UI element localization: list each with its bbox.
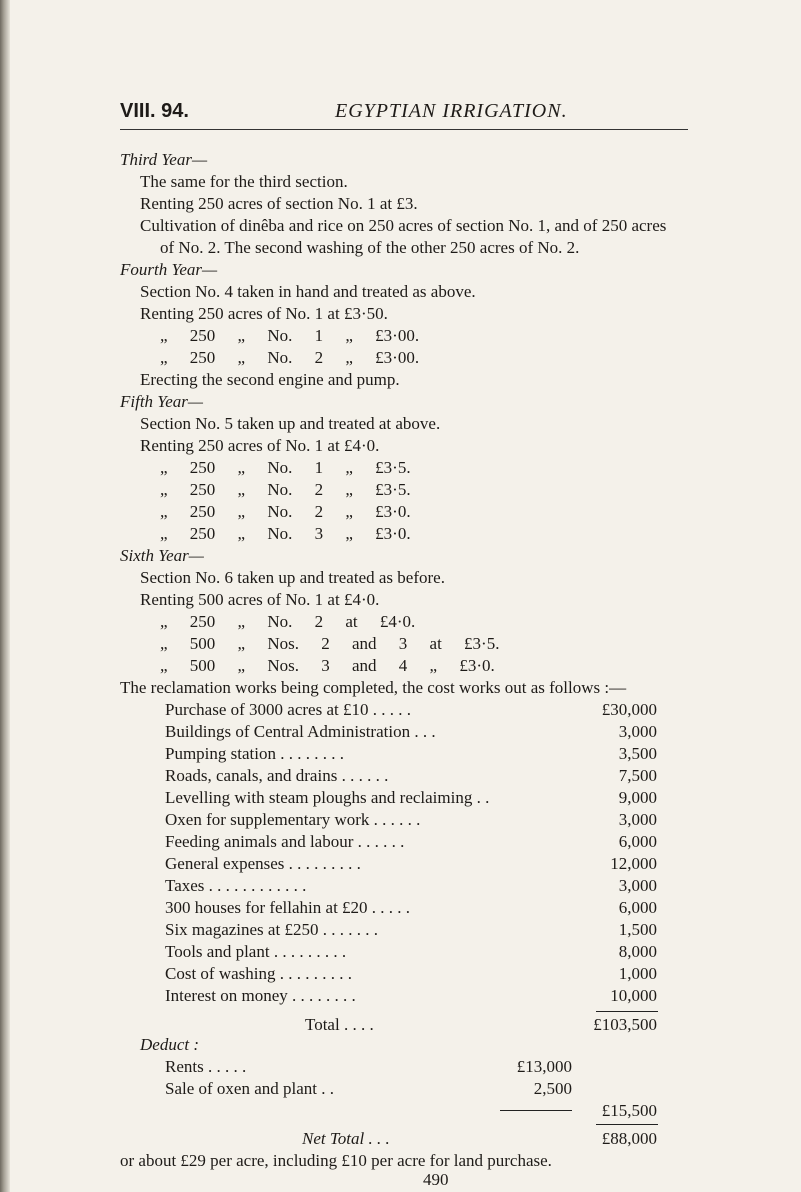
cost-amount: 3,000 — [618, 810, 657, 829]
cost-row — [165, 744, 657, 764]
cost-amount: 1,000 — [618, 964, 657, 983]
sixth-year-line: „ 500 „ Nos. 2 and 3 at £3·5. — [160, 634, 500, 653]
fifth-year-line: „ 250 „ No. 2 „ £3·0. — [160, 502, 411, 521]
cost-row — [165, 876, 657, 896]
fifth-year-line: Renting 250 acres of No. 1 at £4·0. — [140, 436, 380, 455]
cost-label: Taxes . . . . . . . . . . . . — [165, 876, 307, 895]
running-header — [120, 100, 690, 130]
fifth-year-line: „ 250 „ No. 2 „ £3·5. — [160, 480, 411, 499]
deduction-amount: 2,500 — [533, 1079, 572, 1098]
cost-amount: 12,000 — [610, 854, 657, 873]
fifth-year-heading: Fifth Year— — [120, 392, 203, 411]
fifth-year-line: „ 250 „ No. 1 „ £3·5. — [160, 458, 411, 477]
deduction-rule — [500, 1110, 572, 1111]
cost-amount: 7,500 — [618, 766, 657, 785]
cost-label: Tools and plant . . . . . . . . . — [165, 942, 347, 961]
cost-row — [165, 810, 657, 830]
cost-row — [165, 854, 657, 874]
cost-amount: 6,000 — [618, 832, 657, 851]
sixth-year-line: „ 250 „ No. 2 at £4·0. — [160, 612, 416, 631]
total-label: Total . . . . — [305, 1015, 374, 1034]
fifth-year-line: Section No. 5 taken up and treated at above. — [140, 414, 441, 433]
cost-amount: 3,500 — [618, 744, 657, 763]
cost-row — [165, 898, 657, 918]
net-total-amount: £88,000 — [601, 1129, 657, 1148]
fourth-year-line: Erecting the second engine and pump. — [140, 370, 400, 389]
third-year-line: Cultivation of dinêba and rice on 250 acres of section No. 1, and of 250 acres — [140, 216, 667, 235]
cost-label: 300 houses for fellahin at £20 . . . . . — [165, 898, 411, 917]
fourth-year-line: Section No. 4 taken in hand and treated as above. — [140, 282, 476, 301]
sixth-year-line: Section No. 6 taken up and treated as before. — [140, 568, 445, 587]
third-year-line: of No. 2. The second washing of the other 250 acres of No. 2. — [160, 238, 580, 257]
third-year-line: Renting 250 acres of section No. 1 at £3. — [140, 194, 418, 213]
running-title: EGYPTIAN IRRIGATION. — [335, 100, 568, 122]
net-total-label: Net Total . . . — [302, 1129, 390, 1148]
deduction-label: Rents . . . . . — [165, 1057, 247, 1076]
cost-amount: 9,000 — [618, 788, 657, 807]
fifth-year-line: „ 250 „ No. 3 „ £3·0. — [160, 524, 411, 543]
cost-label: Feeding animals and labour . . . . . . — [165, 832, 405, 851]
sixth-year-heading: Sixth Year— — [120, 546, 204, 565]
deduction-amount: £13,000 — [516, 1057, 572, 1076]
cost-amount: 3,000 — [618, 722, 657, 741]
cost-row — [165, 986, 657, 1006]
cost-row — [165, 722, 657, 742]
cost-row — [165, 832, 657, 852]
cost-label: Buildings of Central Administration . . . — [165, 722, 436, 741]
cost-intro: The reclamation works being completed, the cost works out as follows :— — [120, 678, 627, 697]
closing-line: or about £29 per acre, including £10 per acre for land purchase. — [120, 1151, 552, 1170]
cost-row — [165, 942, 657, 962]
page-number: 490 — [423, 1170, 449, 1189]
cost-amount: 8,000 — [618, 942, 657, 961]
cost-amount: 6,000 — [618, 898, 657, 917]
fourth-year-line: „ 250 „ No. 1 „ £3·00. — [160, 326, 420, 345]
cost-label: Interest on money . . . . . . . . — [165, 986, 356, 1005]
cost-label: Six magazines at £250 . . . . . . . — [165, 920, 378, 939]
cost-row — [165, 766, 657, 786]
third-year-line: The same for the third section. — [140, 172, 348, 191]
fourth-year-line: Renting 250 acres of No. 1 at £3·50. — [140, 304, 388, 323]
cost-label: Cost of washing . . . . . . . . . — [165, 964, 352, 983]
section-number: VIII. 94. — [120, 100, 189, 122]
cost-row — [165, 788, 657, 808]
cost-amount: 3,000 — [618, 876, 657, 895]
subtotal-rule — [596, 1011, 658, 1012]
sixth-year-line: Renting 500 acres of No. 1 at £4·0. — [140, 590, 380, 609]
total-amount: £103,500 — [593, 1015, 657, 1034]
cost-amount: 1,500 — [618, 920, 657, 939]
cost-amount: £30,000 — [601, 700, 657, 719]
cost-row — [165, 920, 657, 940]
cost-label: Oxen for supplementary work . . . . . . — [165, 810, 421, 829]
cost-label: General expenses . . . . . . . . . — [165, 854, 361, 873]
fourth-year-line: „ 250 „ No. 2 „ £3·00. — [160, 348, 420, 367]
deduct-label: Deduct : — [140, 1035, 200, 1054]
cost-label: Levelling with steam ploughs and reclaiming . . — [165, 788, 490, 807]
cost-amount: 10,000 — [610, 986, 657, 1005]
third-year-heading: Third Year— — [120, 150, 208, 169]
net-rule — [596, 1124, 658, 1125]
cost-row — [165, 700, 657, 720]
sixth-year-line: „ 500 „ Nos. 3 and 4 „ £3·0. — [160, 656, 495, 675]
cost-label: Purchase of 3000 acres at £10 . . . . . — [165, 700, 411, 719]
cost-label: Pumping station . . . . . . . . — [165, 744, 344, 763]
cost-row — [165, 964, 657, 984]
deduction-total: £15,500 — [601, 1101, 657, 1120]
cost-label: Roads, canals, and drains . . . . . . — [165, 766, 389, 785]
deduction-label: Sale of oxen and plant . . — [165, 1079, 335, 1098]
header-rule — [120, 129, 688, 130]
fourth-year-heading: Fourth Year— — [120, 260, 218, 279]
